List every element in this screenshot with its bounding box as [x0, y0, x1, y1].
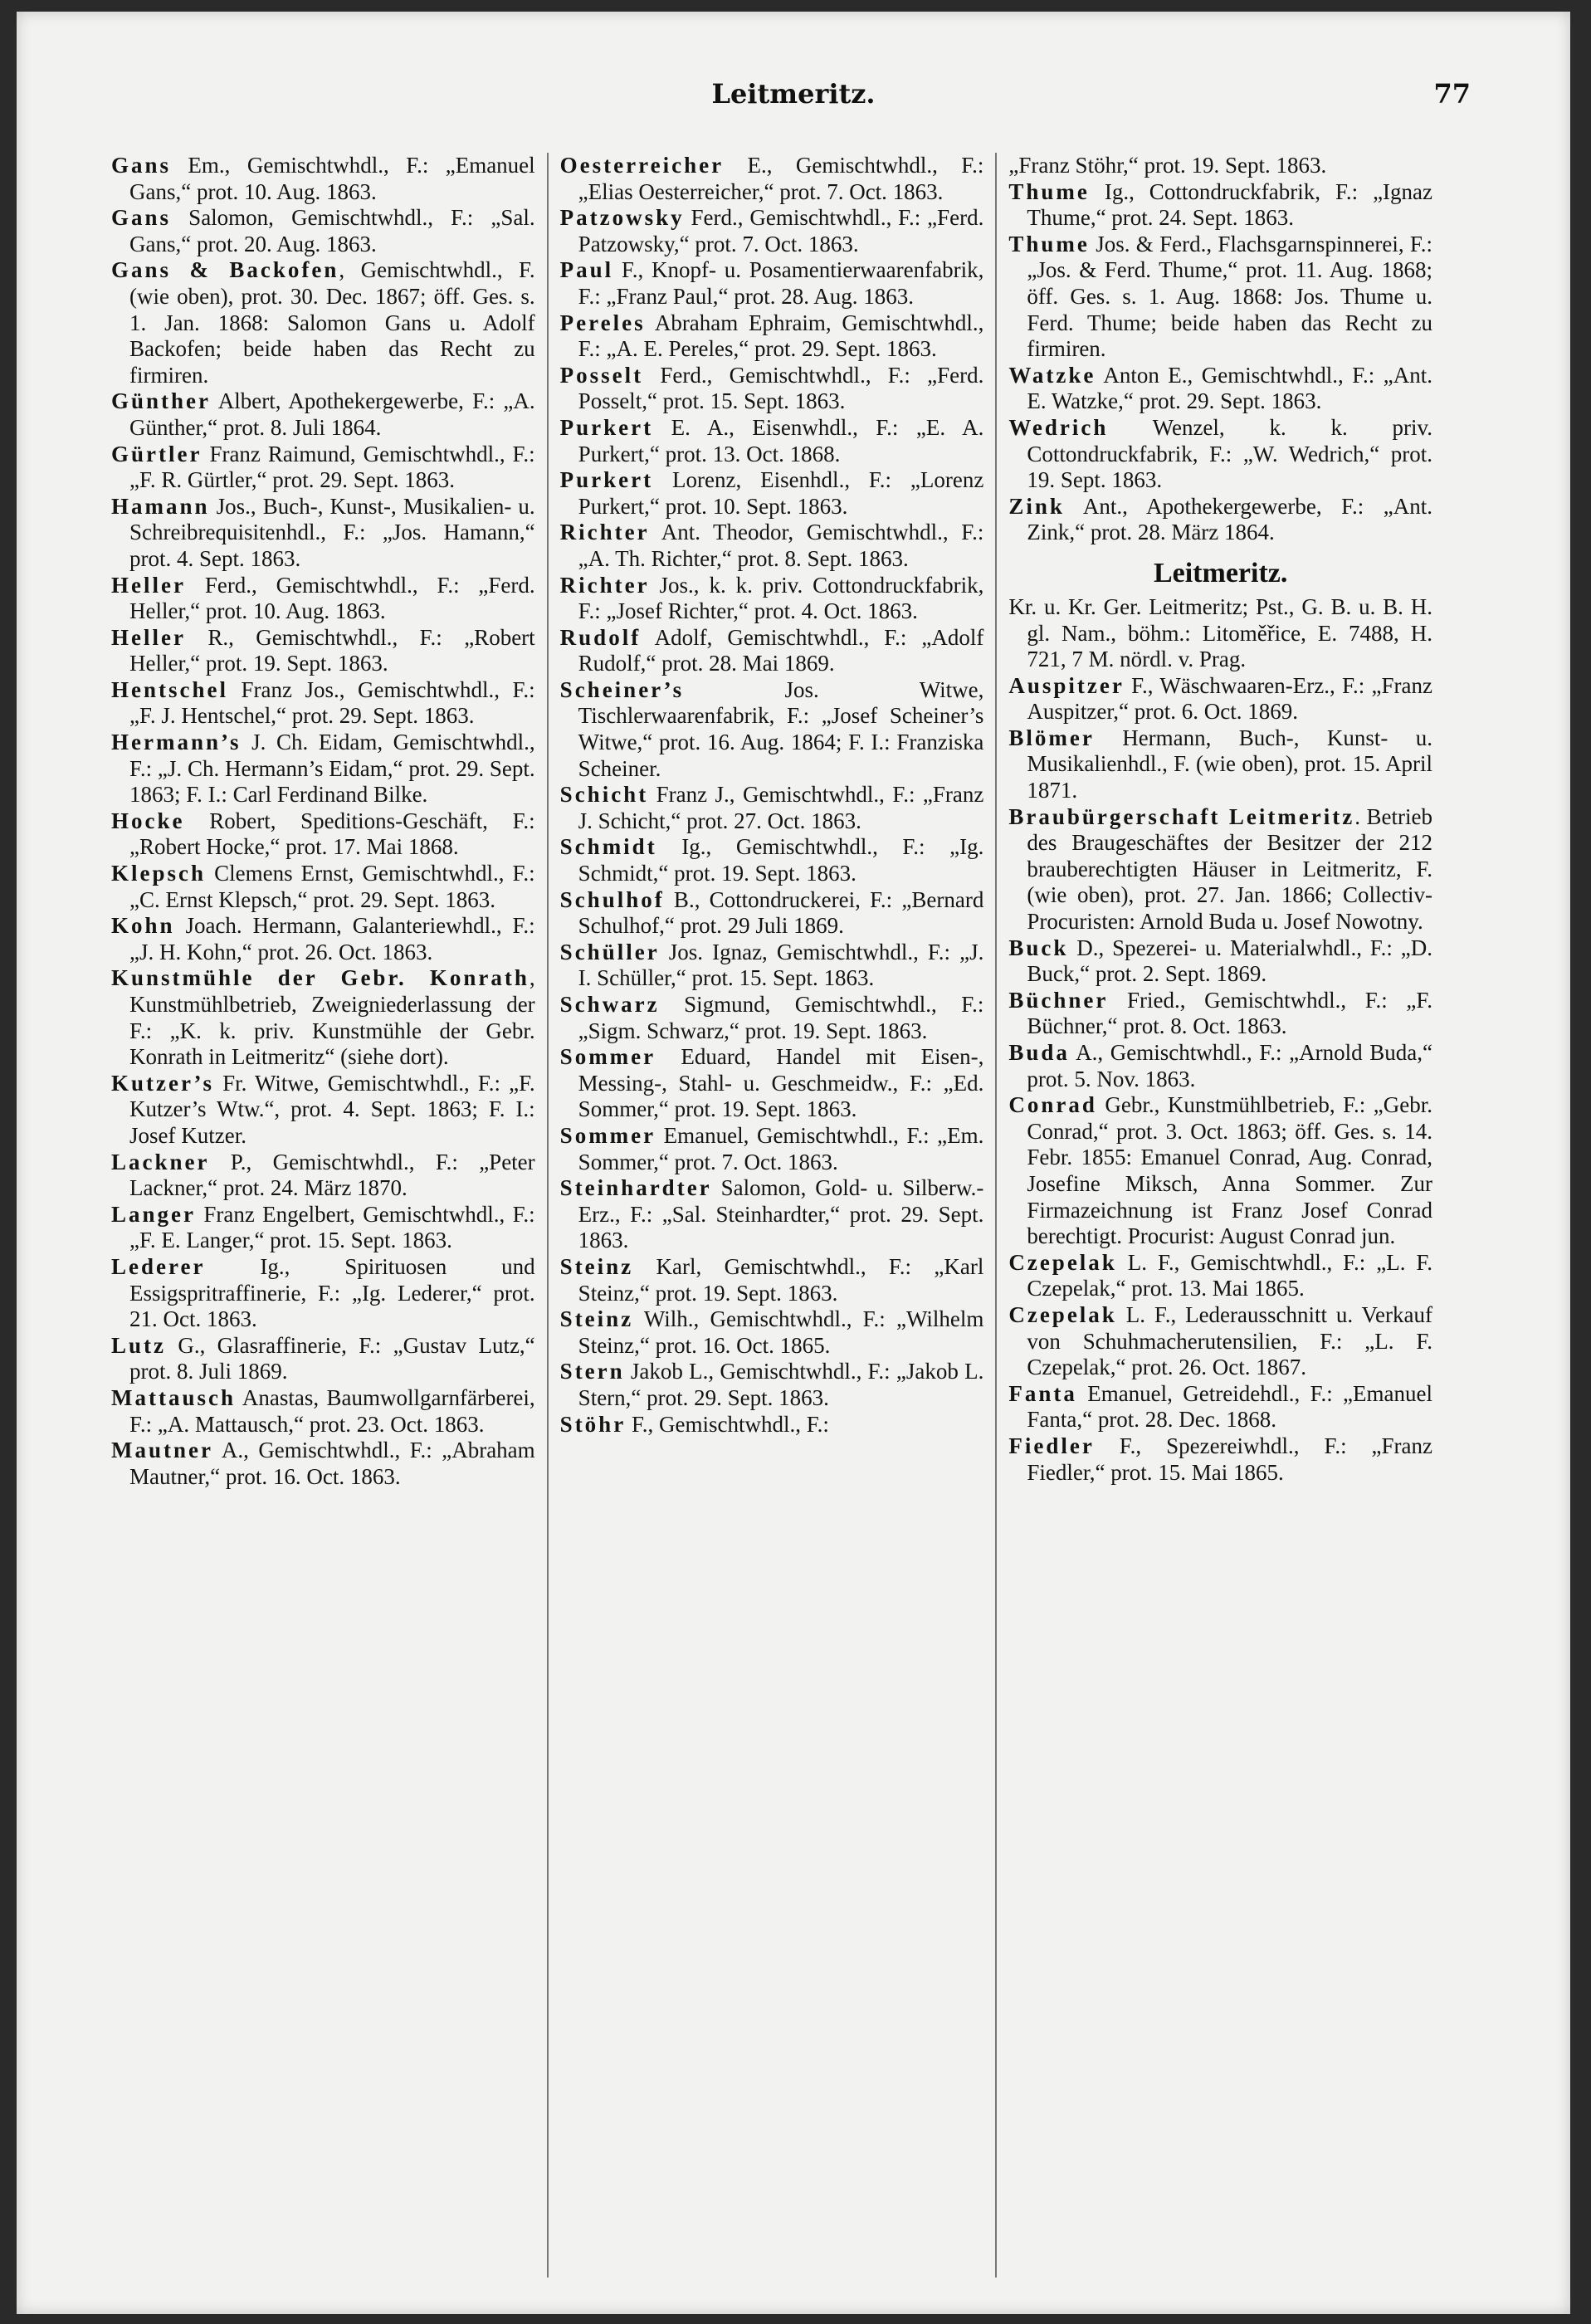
entry-text: Salomon, Gold- u. Silberw.-Erz., F.: „Sal. Steinhardter,“ prot. 29. Sept. 1863.: [578, 1175, 984, 1253]
entry-text: Clemens Ernst, Gemischtwhdl., F.: „C. Ernst Klepsch,“ prot. 29. Sept. 1863.: [129, 861, 535, 912]
firm-name: Langer: [111, 1201, 196, 1227]
entry-text: A., Gemischtwhdl., F.: „Arnold Buda,“ prot. 5. Nov. 1863.: [1027, 1040, 1433, 1091]
firm-name: Kohn: [111, 913, 175, 939]
book-page: [17, 12, 1570, 2314]
register-entry: [560, 625, 984, 677]
register-entry: [111, 1438, 535, 1490]
entry-text: Jos., k. k. priv. Cottondruckfabrik, F.: „Josef Richter,“ prot. 4. Oct. 1863.: [578, 572, 984, 624]
register-entry: [560, 153, 984, 205]
firm-name: Mautner: [111, 1438, 213, 1463]
column-left: [100, 153, 547, 2278]
entry-text: Ig., Gemischtwhdl., F.: „Ig. Schmidt,“ prot. 19. Sept. 1863.: [578, 834, 984, 886]
column-middle: [547, 153, 996, 2278]
firm-name: Steinz: [559, 1306, 634, 1332]
register-entry: [1008, 1040, 1432, 1092]
entry-text: Adolf, Gemischtwhdl., F.: „Adolf Rudolf,“ prot. 28. Mai 1869.: [578, 624, 984, 676]
entry-text: Jos. & Ferd., Flachsgarnspinnerei, F.: „Jos. & Ferd. Thume,“ prot. 11. Aug. 1868; öff. Ges. s. 1. Aug. 1868: Jos. Thume u. Ferd. Thume; beide haben das Recht zu firmiren.: [1027, 231, 1433, 362]
firm-name: Posselt: [559, 362, 644, 388]
entry-text: Anton E., Gemischtwhdl., F.: „Ant. E. Watzke,“ prot. 29. Sept. 1863.: [1027, 362, 1433, 414]
section-title: Leitmeritz.: [1153, 557, 1288, 588]
register-entry: [111, 1333, 535, 1385]
register-entry: [111, 205, 535, 257]
register-entry: [111, 625, 535, 677]
entry-text: Wenzel, k. k. priv. Cottondruckfabrik, F.: „W. Wedrich,“ prot. 19. Sept. 1863.: [1027, 414, 1433, 493]
firm-name: Gans: [111, 153, 172, 178]
firm-name: Gürtler: [111, 441, 203, 466]
register-entry: [1008, 988, 1432, 1040]
register-entry: [560, 310, 984, 363]
entry-text: A., Gemischtwhdl., F.: „Abraham Mautner,“ prot. 16. Oct. 1863.: [129, 1438, 535, 1489]
register-entry: [111, 1385, 535, 1438]
entry-text: R., Gemischtwhdl., F.: „Robert Heller,“ prot. 19. Sept. 1863.: [129, 624, 535, 676]
register-entry: [560, 887, 984, 940]
entry-text: Jos. Witwe, Tischlerwaarenfabrik, F.: „Josef Scheiner’s Witwe,“ prot. 16. Aug. 1864; F. I.: Franziska Scheiner.: [578, 676, 984, 781]
entry-text: F., Spezereiwhdl., F.: „Franz Fiedler,“ prot. 15. Mai 1865.: [1027, 1433, 1433, 1485]
running-title: Leitmeritz.: [711, 78, 876, 110]
firm-name: Fanta: [1008, 1380, 1077, 1406]
entry-text: Wilh., Gemischtwhdl., F.: „Wilhelm Steinz,“ prot. 16. Oct. 1865.: [578, 1306, 984, 1358]
register-entry: [560, 1044, 984, 1123]
firm-name: Purkert: [559, 467, 654, 493]
firm-name: Conrad: [1008, 1092, 1097, 1118]
entry-text: , Kunstmühlbetrieb, Zweigniederlassung der F.: „K. k. priv. Kunstmühle der Gebr. Konrath in Leitmeritz“ (siehe dort).: [129, 965, 535, 1070]
register-entry: [1008, 725, 1432, 804]
firm-name: Paul: [559, 257, 614, 283]
entry-text: „Franz Stöhr,“ prot. 19. Sept. 1863.: [1008, 153, 1327, 178]
register-entry: [560, 1359, 984, 1411]
firm-name: Stöhr: [559, 1411, 627, 1437]
firm-name: Scheiner’s: [559, 676, 685, 702]
column-right-entries-top: [1008, 153, 1432, 546]
register-entry: [111, 677, 535, 730]
register-entry: [111, 1202, 535, 1254]
register-entry: [560, 1254, 984, 1306]
register-entry: [560, 834, 984, 886]
firm-name: Schüller: [559, 939, 660, 964]
firm-name: Kutzer’s: [111, 1070, 214, 1096]
entry-text: Salomon, Gemischtwhdl., F.: „Sal. Gans,“ prot. 20. Aug. 1863.: [129, 205, 535, 256]
entry-text: Fr. Witwe, Gemischtwhdl., F.: „F. Kutzer’s Wtw.“, prot. 4. Sept. 1863; F. I.: Josef Kutzer.: [129, 1070, 535, 1148]
firm-name: Watzke: [1008, 362, 1096, 388]
page-header: [17, 78, 1570, 128]
register-entry: [1008, 179, 1432, 232]
firm-name: Czepelak: [1008, 1249, 1117, 1275]
register-entry: [111, 442, 535, 494]
entry-text: B., Cottondruckerei, F.: „Bernard Schulhof,“ prot. 29 Juli 1869.: [578, 886, 984, 939]
firm-name: Sommer: [559, 1122, 656, 1148]
entry-text: , Gemischtwhdl., F. (wie oben), prot. 30. Dec. 1867; öff. Ges. s. 1. Jan. 1868: Salomon Gans u. Adolf Backofen; beide haben das Recht zu firmiren.: [129, 257, 535, 388]
firm-name: Steinz: [559, 1253, 634, 1279]
register-entry: [111, 861, 535, 913]
firm-name: Stern: [559, 1359, 625, 1384]
register-entry: [560, 415, 984, 467]
firm-name: Braubürgerschaft Leitmeritz: [1008, 803, 1355, 829]
register-entry: [560, 257, 984, 310]
entry-text: Hermann, Buch-, Kunst- u. Musikalienhdl., F. (wie oben), prot. 15. April 1871.: [1027, 725, 1433, 803]
register-entry: [560, 205, 984, 257]
register-entry: [560, 782, 984, 834]
firm-name: Auspitzer: [1008, 672, 1125, 698]
firm-name: Rudolf: [559, 624, 642, 650]
register-entry: [1008, 1381, 1432, 1433]
register-entry: [1008, 494, 1432, 546]
register-entry: [111, 573, 535, 625]
entry-text: Ferd., Gemischtwhdl., F.: „Ferd. Heller,“ prot. 10. Aug. 1863.: [129, 572, 535, 624]
entry-text: Ant., Apothekergewerbe, F.: „Ant. Zink,“ prot. 28. März 1864.: [1027, 493, 1433, 545]
firm-name: Thume: [1008, 178, 1090, 204]
register-entry: [111, 965, 535, 1070]
register-entry: [1008, 415, 1432, 494]
register-entry: [111, 730, 535, 808]
entry-text: Fried., Gemischtwhdl., F.: „F. Büchner,“ prot. 8. Oct. 1863.: [1027, 987, 1433, 1039]
entry-text: Karl, Gemischtwhdl., F.: „Karl Steinz,“ prot. 19. Sept. 1863.: [578, 1253, 984, 1306]
firm-name: Kunstmühle der Gebr. Konrath: [111, 965, 530, 991]
entry-text: D., Spezerei- u. Materialwhdl., F.: „D. Buck,“ prot. 2. Sept. 1869.: [1027, 935, 1433, 987]
register-entry: [1008, 363, 1432, 415]
register-entry: [560, 992, 984, 1044]
firm-name: Pereles: [559, 310, 646, 335]
register-entry: [560, 1412, 984, 1438]
entry-text: G., Glasraffinerie, F.: „Gustav Lutz,“ prot. 8. Juli 1869.: [129, 1332, 535, 1384]
register-entry: [560, 1123, 984, 1175]
register-entry: [111, 153, 535, 205]
firm-name: Buda: [1008, 1040, 1070, 1065]
register-entry: [1008, 935, 1432, 988]
entry-text: Eduard, Handel mit Eisen-, Messing-, Stahl- u. Geschmeidw., F.: „Ed. Sommer,“ prot. 19. Sept. 1863.: [578, 1044, 984, 1122]
register-entry: [111, 494, 535, 573]
register-entry: [560, 467, 984, 520]
register-entry: [111, 808, 535, 861]
section-intro: Kr. u. Kr. Ger. Leitmeritz; Pst., G. B. u. B. H. gl. Nam., böhm.: Litoměřice, E. 7488, H. 721, 7 M. nördl. v. Prag.: [1008, 593, 1433, 672]
firm-name: Büchner: [1008, 987, 1109, 1013]
firm-name: Czepelak: [1008, 1301, 1117, 1327]
register-entry: [560, 1306, 984, 1359]
register-entry: [560, 573, 984, 625]
entry-text: Ig., Cottondruckfabrik, F.: „Ignaz Thume,“ prot. 24. Sept. 1863.: [1027, 178, 1433, 231]
entry-text: Franz Jos., Gemischtwhdl., F.: „F. J. Hentschel,“ prot. 29. Sept. 1863.: [129, 676, 535, 729]
register-entry: [111, 388, 535, 441]
firm-name: Heller: [111, 624, 186, 650]
firm-name: Schwarz: [559, 992, 660, 1017]
entry-text: Gebr., Kunstmühlbetrieb, F.: „Gebr. Conrad,“ prot. 3. Oct. 1863; öff. Ges. s. 14. Febr. 1855: Emanuel Conrad, Aug. Conrad, Josefine Miksch, Anna Sommer. Zur Firmazeichnung ist Franz Josef Conrad berechtigt. Procurist: August Conrad jun.: [1027, 1092, 1433, 1249]
register-entry: [560, 1175, 984, 1254]
entry-text: Anastas, Baumwollgarnfärberei, F.: „A. Mattausch,“ prot. 23. Oct. 1863.: [129, 1384, 535, 1437]
register-entry: [1008, 804, 1432, 935]
register-entry: [1008, 1250, 1432, 1302]
register-entry: [560, 363, 984, 415]
firm-name: Thume: [1008, 231, 1090, 256]
register-entry: [1008, 1092, 1432, 1250]
entry-text: Jos., Buch-, Kunst-, Musikalien- u. Schreibrequisitenhdl., F.: „Jos. Hamann,“ prot. 4. Sept. 1863.: [129, 493, 535, 571]
entry-text: . Betrieb des Braugeschäftes der Besitzer der 212 brauberechtigten Häuser in Leitmeritz, F. (wie oben), prot. 27. Jan. 1866; Collectiv-Procuristen: Arnold Buda u. Josef Nowotny.: [1027, 803, 1433, 935]
entry-text: Em., Gemischtwhdl., F.: „Emanuel Gans,“ prot. 10. Aug. 1863.: [129, 153, 535, 204]
entry-text: L. F., Gemischtwhdl., F.: „L. F. Czepelak,“ prot. 13. Mai 1865.: [1027, 1249, 1433, 1301]
entry-text: Jos. Ignaz, Gemischtwhdl., F.: „J. I. Schüller,“ prot. 15. Sept. 1863.: [578, 939, 984, 991]
firm-name: Buck: [1008, 935, 1069, 960]
entry-text: E., Gemischtwhdl., F.: „Elias Oesterreicher,“ prot. 7. Oct. 1863.: [578, 153, 984, 204]
firm-name: Günther: [111, 388, 212, 414]
entry-text: Joach. Hermann, Galanteriewhdl., F.: „J. H. Kohn,“ prot. 26. Oct. 1863.: [129, 913, 535, 964]
entry-text: E. A., Eisenwhdl., F.: „E. A. Purkert,“ prot. 13. Oct. 1868.: [578, 414, 984, 466]
register-entry: [1008, 232, 1432, 363]
entry-text: Ig., Spirituosen und Essigspritraffinerie, F.: „Ig. Lederer,“ prot. 21. Oct. 1863.: [129, 1253, 535, 1332]
firm-name: Hentschel: [111, 676, 228, 702]
firm-name: Schulhof: [559, 886, 665, 912]
firm-name: Steinhardter: [559, 1175, 712, 1201]
page-number: 77: [1433, 78, 1471, 110]
firm-name: Lutz: [111, 1332, 166, 1358]
entry-text: Franz Raimund, Gemischtwhdl., F.: „F. R. Gürtler,“ prot. 29. Sept. 1863.: [129, 441, 535, 493]
entry-text: Franz J., Gemischtwhdl., F.: „Franz J. Schicht,“ prot. 27. Oct. 1863.: [578, 782, 984, 833]
entry-text: Abraham Ephraim, Gemischtwhdl., F.: „A. E. Pereles,“ prot. 29. Sept. 1863.: [578, 310, 984, 362]
entry-text: Sigmund, Gemischtwhdl., F.: „Sigm. Schwarz,“ prot. 19. Sept. 1863.: [578, 992, 984, 1043]
entry-text: Ferd., Gemischtwhdl., F.: „Ferd. Patzowsky,“ prot. 7. Oct. 1863.: [578, 205, 984, 256]
register-entry: [111, 1150, 535, 1202]
firm-name: Lackner: [111, 1149, 210, 1174]
firm-name: Schicht: [559, 782, 649, 808]
entry-text: Lorenz, Eisenhdl., F.: „Lorenz Purkert,“ prot. 10. Sept. 1863.: [578, 467, 984, 519]
entry-text: Jakob L., Gemischtwhdl., F.: „Jakob L. Stern,“ prot. 29. Sept. 1863.: [578, 1359, 984, 1410]
text-columns: [100, 153, 1444, 2278]
register-entry: [111, 913, 535, 965]
register-entry: [1008, 1302, 1432, 1381]
firm-name: Richter: [559, 572, 650, 598]
firm-name: Mattausch: [111, 1384, 236, 1410]
entry-text: Ant. Theodor, Gemischtwhdl., F.: „A. Th. Richter,“ prot. 8. Sept. 1863.: [578, 520, 984, 571]
firm-name: Klepsch: [111, 861, 207, 886]
entry-text: Ferd., Gemischtwhdl., F.: „Ferd. Posselt,“ prot. 15. Sept. 1863.: [578, 362, 984, 414]
entry-text: Emanuel, Gemischtwhdl., F.: „Em. Sommer,“ prot. 7. Oct. 1863.: [578, 1122, 984, 1174]
register-entry: [560, 940, 984, 992]
firm-name: Hocke: [111, 808, 185, 833]
register-entry: [111, 257, 535, 388]
entry-text: Franz Engelbert, Gemischtwhdl., F.: „F. E. Langer,“ prot. 15. Sept. 1863.: [129, 1201, 535, 1253]
firm-name: Zink: [1008, 493, 1065, 519]
register-entry: [1008, 673, 1432, 725]
entry-text: Robert, Speditions-Geschäft, F.: „Robert Hocke,“ prot. 17. Mai 1868.: [129, 808, 535, 860]
entry-text: F., Wäschwaaren-Erz., F.: „Franz Auspitzer,“ prot. 6. Oct. 1869.: [1027, 672, 1433, 725]
firm-name: Gans & Backofen: [111, 257, 339, 283]
entry-text: Albert, Apothekergewerbe, F.: „A. Günther,“ prot. 8. Juli 1864.: [129, 388, 535, 440]
entry-text: Emanuel, Getreidehdl., F.: „Emanuel Fanta,“ prot. 28. Dec. 1868.: [1027, 1380, 1433, 1433]
firm-name: Gans: [111, 205, 172, 231]
firm-name: Sommer: [559, 1044, 656, 1070]
column-right: [995, 153, 1444, 2278]
register-entry: [111, 1071, 535, 1150]
firm-name: Hermann’s: [111, 730, 242, 755]
firm-name: Hamann: [111, 493, 210, 519]
firm-name: Wedrich: [1008, 414, 1109, 440]
firm-name: Schmidt: [559, 834, 657, 860]
register-entry: [560, 520, 984, 572]
firm-name: Oesterreicher: [559, 153, 725, 178]
register-entry: [560, 677, 984, 782]
entry-text: L. F., Lederausschnitt u. Verkauf von Schuhmacherutensilien, F.: „L. F. Czepelak,“ prot. 26. Oct. 1867.: [1027, 1301, 1433, 1380]
firm-name: Blömer: [1008, 725, 1095, 750]
firm-name: Fiedler: [1008, 1433, 1095, 1458]
column-right-entries-bottom: [1008, 673, 1432, 1486]
register-entry: [1008, 1433, 1432, 1486]
firm-name: Patzowsky: [559, 205, 685, 231]
firm-name: Lederer: [111, 1253, 206, 1279]
entry-text: F., Knopf- u. Posamentierwaarenfabrik, F.: „Franz Paul,“ prot. 28. Aug. 1863.: [578, 257, 984, 309]
firm-name: Richter: [559, 520, 650, 545]
register-entry: [1008, 153, 1432, 179]
entry-text: F., Gemischtwhdl., F.:: [626, 1411, 829, 1437]
entry-text: P., Gemischtwhdl., F.: „Peter Lackner,“ prot. 24. März 1870.: [129, 1149, 535, 1201]
firm-name: Purkert: [559, 414, 654, 440]
register-entry: [111, 1254, 535, 1333]
firm-name: Heller: [111, 572, 186, 598]
entry-text: J. Ch. Eidam, Gemischtwhdl., F.: „J. Ch. Hermann’s Eidam,“ prot. 29. Sept. 1863; F. I.: Carl Ferdinand Bilke.: [129, 730, 535, 808]
